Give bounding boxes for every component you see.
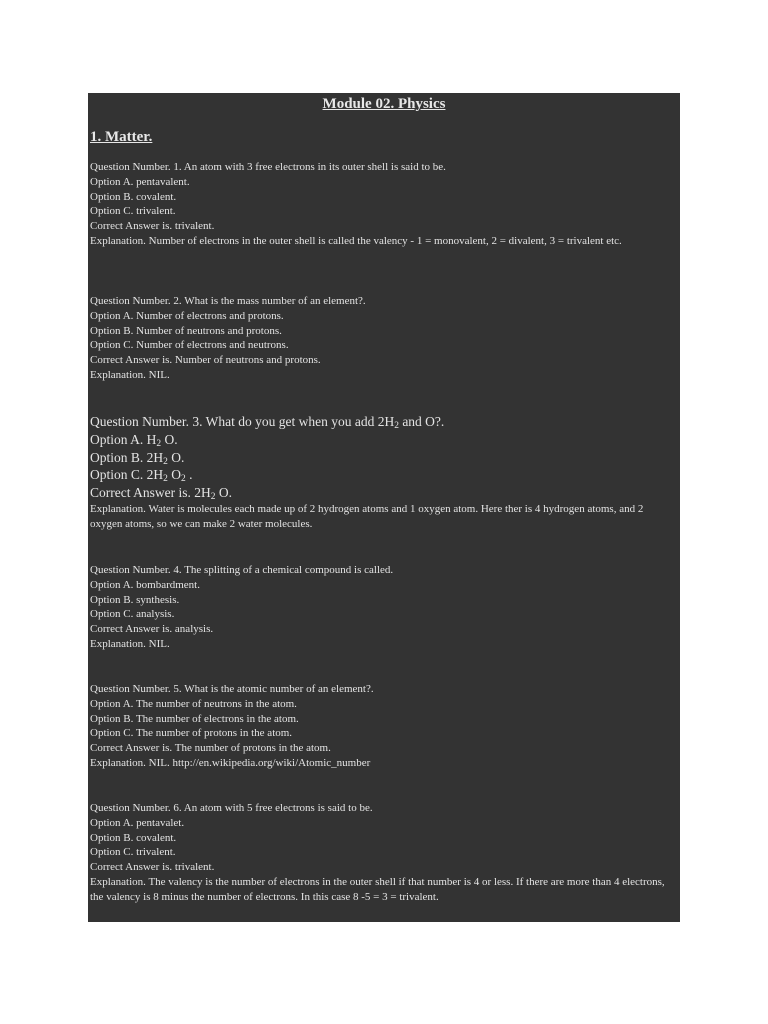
explanation: Explanation. Number of electrons in the outer shell is called the valency - 1 = monovalent, 2 = divalent, 3 = trivalent etc. [90,234,622,247]
option-a: Option A. pentavalet. [90,816,185,829]
option-a: Option A. Number of electrons and protons. [90,309,284,322]
question-text: Question Number. 1. An atom with 3 free electrons in its outer shell is said to be. [90,161,446,173]
option-b: Option B. synthesis. [90,593,180,606]
option-c: Option C. Number of electrons and neutrons. [90,339,289,352]
option-b: Option B. covalent. [90,831,177,844]
option-c: Option C. trivalent. [90,846,176,859]
option-a: Option A. $H_2$ O. [90,431,178,449]
question-block-6 [90,801,678,905]
correct-answer: Correct Answer is. Number of neutrons and protons. [90,354,321,367]
document-page [88,93,680,922]
option-a: Option A. The number of neutrons in the atom. [90,697,297,710]
question-block-5 [90,682,678,771]
option-c: Option C. analysis. [90,608,175,621]
question-block-3 [90,413,678,532]
explanation: Explanation. Water is molecules each made up of 2 hydrogen atoms and 1 oxygen atom. Here ther is 4 hydrogen atoms, and 2 oxygen atoms, so we can make 2 water molecules. [90,502,644,530]
correct-answer: Correct Answer is. trivalent. [90,220,215,233]
explanation: Explanation. NIL. http://en.wikipedia.org/wiki/Atomic_number [90,756,371,769]
question-block-1 [90,160,678,249]
option-b: Option B. Number of neutrons and protons. [90,324,282,337]
correct-answer: Correct Answer is. analysis. [90,623,214,636]
question-text: Question Number. 5. What is the atomic number of an element?. [90,683,374,695]
option-a: Option A. bombardment. [90,578,200,591]
option-a: Option A. pentavalent. [90,175,190,188]
option-b: Option B. $2H_2$ O. [90,449,185,467]
question-text: Question Number. 4. The splitting of a chemical compound is called. [90,564,394,576]
question-text: Question Number. 3. What do you get when you add $2H_2$ and O?. [90,414,445,431]
question-text: Question Number. 6. An atom with 5 free electrons is said to be. [90,802,373,814]
correct-answer: Correct Answer is. trivalent. [90,861,215,874]
explanation: Explanation. NIL. [90,368,170,381]
explanation: Explanation. The valency is the number of electrons in the outer shell if that number is 4 or less. If there are more than 4 electrons, the valency is 8 minus the number of electrons. In this case 8 -5 = 3 = trivalent. [90,875,665,903]
correct-answer: Correct Answer is. $2H_2$ O. [90,485,232,503]
correct-answer: Correct Answer is. The number of protons in the atom. [90,742,331,755]
section-title: 1. Matter. [90,129,153,145]
option-c: Option C. The number of protons in the atom. [90,727,293,740]
option-b: Option B. covalent. [90,190,177,203]
explanation: Explanation. NIL. [90,637,170,650]
option-c: Option C. $2H_2$ $O_2$ . [90,467,193,485]
question-block-4 [90,563,678,652]
question-text: Question Number. 2. What is the mass number of an element?. [90,295,366,307]
option-b: Option B. The number of electrons in the atom. [90,712,299,725]
option-c: Option C. trivalent. [90,205,176,218]
question-block-2 [90,294,678,383]
module-title: Module 02. Physics [322,96,446,112]
